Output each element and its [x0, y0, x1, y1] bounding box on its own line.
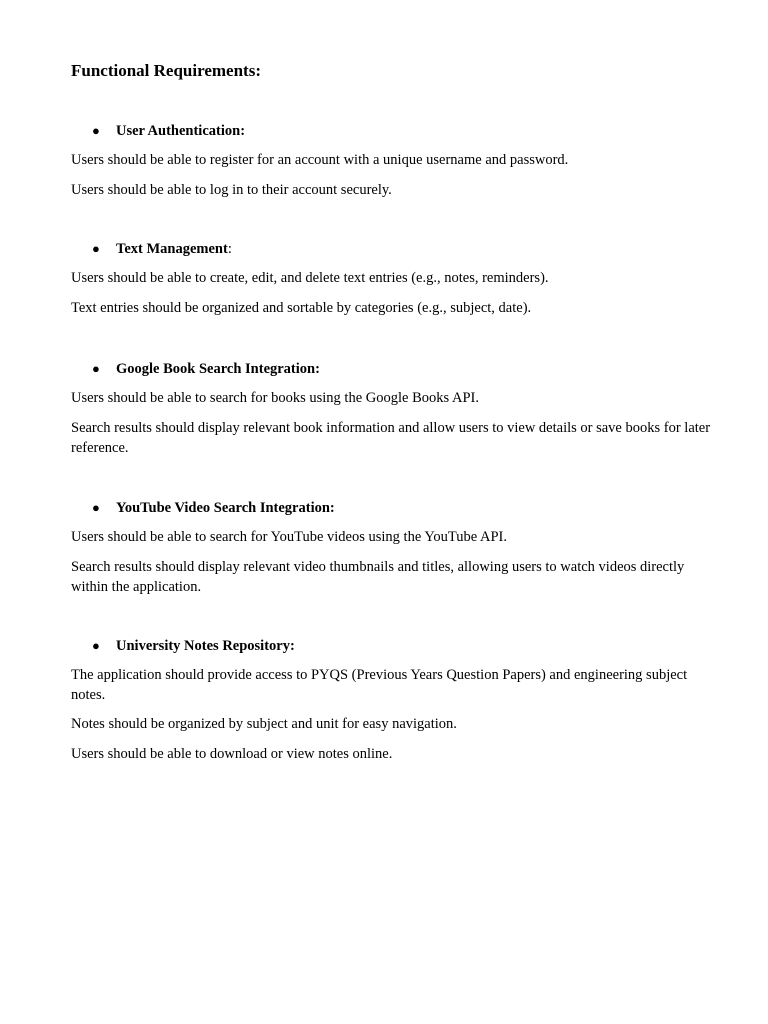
section-heading	[71, 498, 721, 518]
section-heading-label: University Notes Repository:	[116, 638, 295, 654]
section-heading-label: YouTube Video Search Integration:	[116, 500, 335, 516]
bullet-icon: ●	[92, 123, 100, 138]
bullet-icon: ●	[92, 500, 100, 515]
paragraph: Users should be able to register for an account with a unique username and password.	[71, 152, 569, 168]
paragraph: Users should be able to log in to their account securely.	[71, 182, 392, 198]
section-heading-label: Google Book Search Integration:	[116, 361, 320, 377]
section-heading	[71, 359, 721, 379]
section-user-authentication	[71, 121, 721, 200]
paragraph: The application should provide access to PYQS (Previous Years Question Papers) and engineering subject notes.	[71, 667, 688, 703]
page-title: Functional Requirements:	[71, 61, 261, 80]
paragraph: Users should be able to search for books using the Google Books API.	[71, 390, 479, 406]
paragraph: Search results should display relevant video thumbnails and titles, allowing users to watch videos directly within the application.	[71, 559, 685, 595]
section-heading-suffix: :	[227, 241, 232, 257]
section-text-management	[71, 239, 721, 318]
section-heading	[71, 636, 721, 656]
paragraph: Users should be able to create, edit, and delete text entries (e.g., notes, reminders).	[71, 270, 549, 286]
bullet-icon: ●	[92, 241, 100, 256]
section-university-notes-repository	[71, 636, 721, 764]
paragraph: Search results should display relevant book information and allow users to view details or save books for later reference.	[71, 420, 711, 456]
paragraph: Text entries should be organized and sortable by categories (e.g., subject, date).	[71, 300, 532, 316]
section-heading	[71, 239, 721, 259]
paragraph: Users should be able to download or view notes online.	[71, 746, 393, 762]
section-heading-label: Text Management	[116, 241, 228, 257]
section-heading	[71, 121, 721, 141]
section-youtube-video-search	[71, 498, 721, 597]
paragraph: Notes should be organized by subject and unit for easy navigation.	[71, 716, 457, 732]
section-google-book-search	[71, 359, 721, 458]
paragraph: Users should be able to search for YouTube videos using the YouTube API.	[71, 529, 507, 545]
section-heading-label: User Authentication:	[116, 123, 246, 139]
bullet-icon: ●	[92, 361, 100, 376]
bullet-icon: ●	[92, 638, 100, 653]
